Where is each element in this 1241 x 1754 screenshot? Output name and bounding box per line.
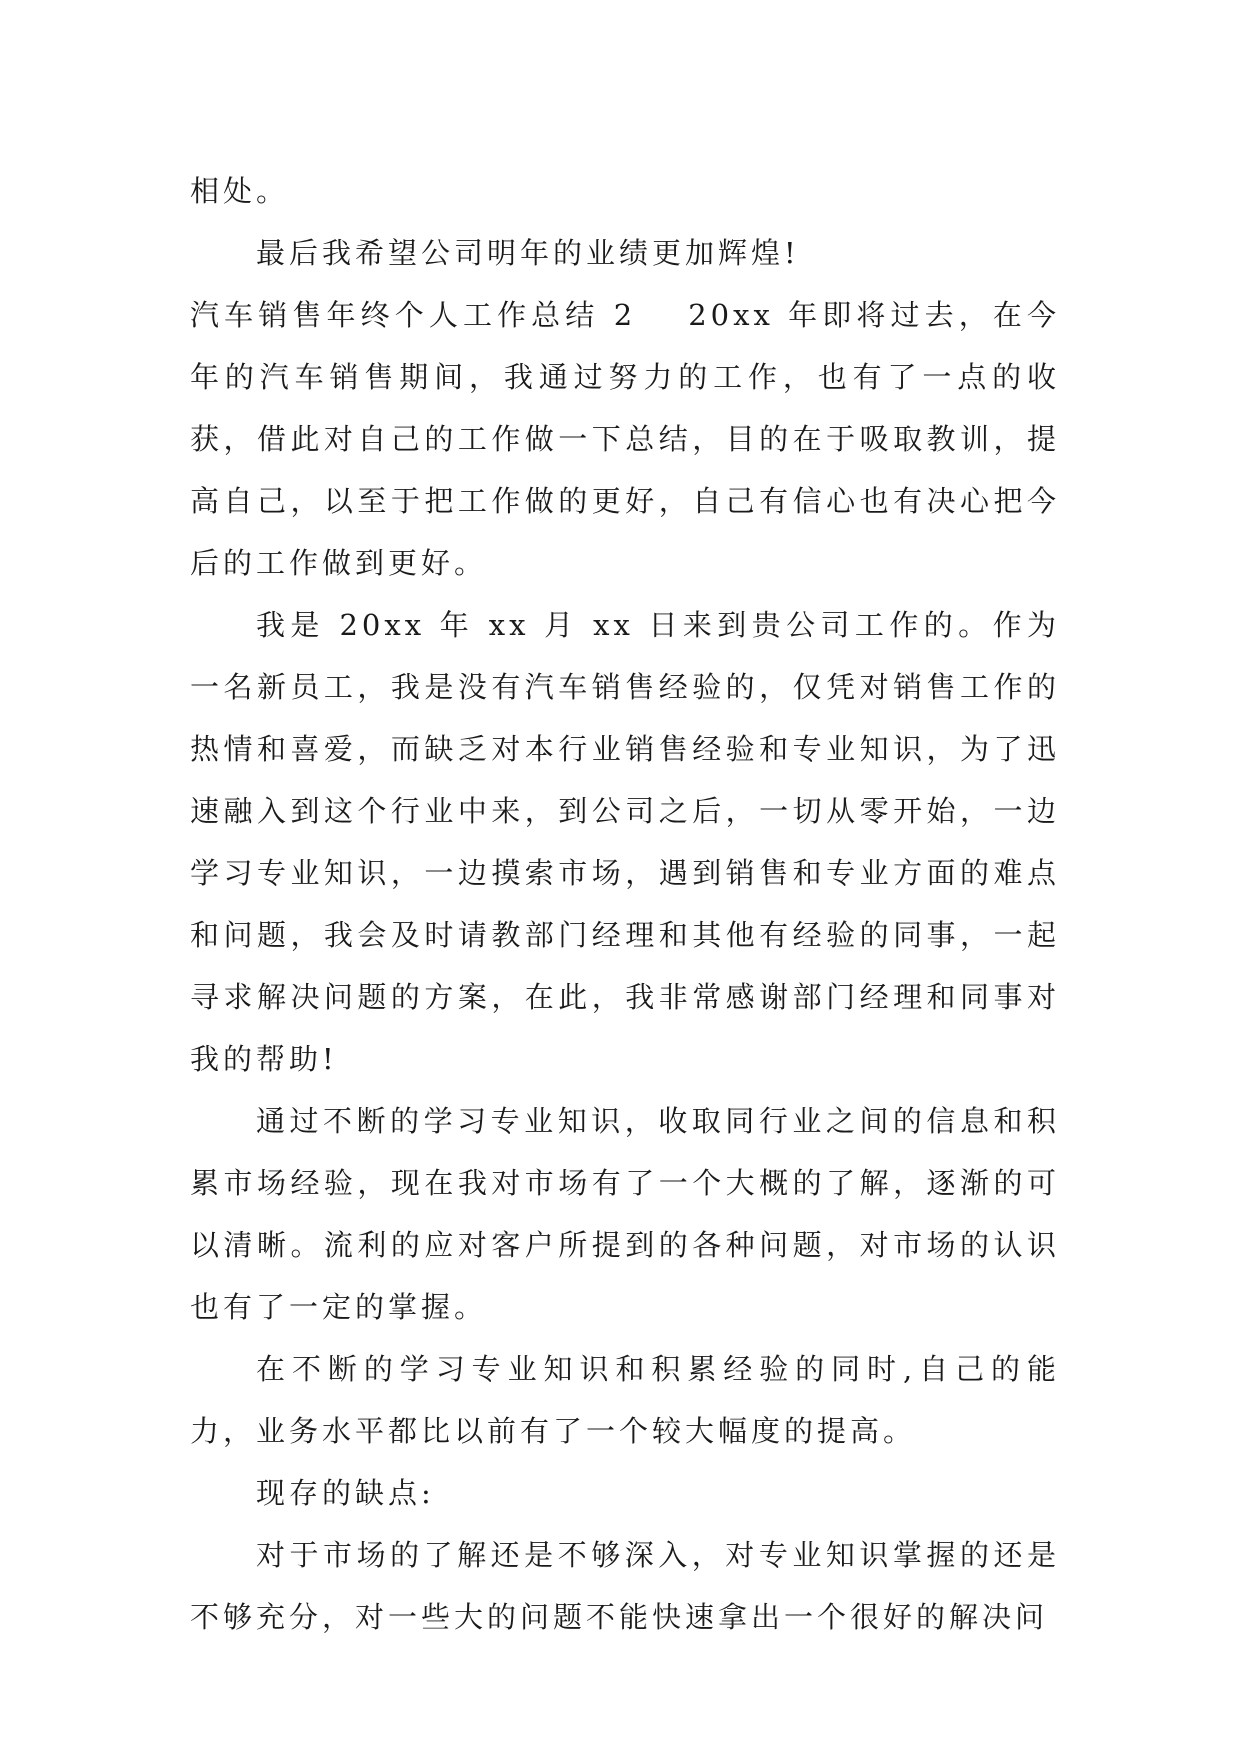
section-title: 汽车销售年终个人工作总结 2 bbox=[190, 298, 637, 332]
paragraph-start-date: 我是 20xx 年 xx 月 xx 日来到贵公司工作的。作为一名新员工，我是没有汽车销售经验的，仅凭对销售工作的热情和喜爱，而缺乏对本行业销售经验和专业知识，为了迅速融入到这个行业中来，到公司之后，一切从零开始，一边学习专业知识，一边摸索市场，遇到销售和专业方面的难点和问题，我会及时请教部门经理和其他有经验的同事，一起寻求解决问题的方案，在此，我非常感谢部门经理和同事对我的帮助! bbox=[190, 608, 1060, 1076]
paragraph-learning: 通过不断的学习专业知识，收取同行业之间的信息和积累市场经验，现在我对市场有了一个大概的了解，逐渐的可以清晰。流利的应对客户所提到的各种问题，对市场的认识也有了一定的掌握。 bbox=[190, 1104, 1060, 1324]
section-lead-text: 20xx 年即将过去，在今年的汽车销售期间，我通过努力的工作，也有了一点的收获，借此对自己的工作做一下总结，目的在于吸取教训，提高自己，以至于把工作做的更好，自己有信心也有决心把今后的工作做到更好。 bbox=[190, 298, 1060, 580]
paragraph-shortcomings-heading: 现存的缺点: bbox=[256, 1476, 435, 1510]
paragraph-improvement: 在不断的学习专业知识和积累经验的同时,自己的能力，业务水平都比以前有了一个较大幅度的提高。 bbox=[190, 1352, 1060, 1448]
paragraph-closing-wish: 最后我希望公司明年的业绩更加辉煌! bbox=[256, 236, 800, 270]
section-heading-paragraph bbox=[190, 284, 1060, 594]
paragraph-continuation: 相处。 bbox=[190, 174, 290, 208]
paragraph-shortcomings: 对于市场的了解还是不够深入，对专业知识掌握的还是不够充分，对一些大的问题不能快速拿出一个很好的解决问 bbox=[190, 1538, 1060, 1634]
document-body bbox=[190, 160, 1060, 1648]
